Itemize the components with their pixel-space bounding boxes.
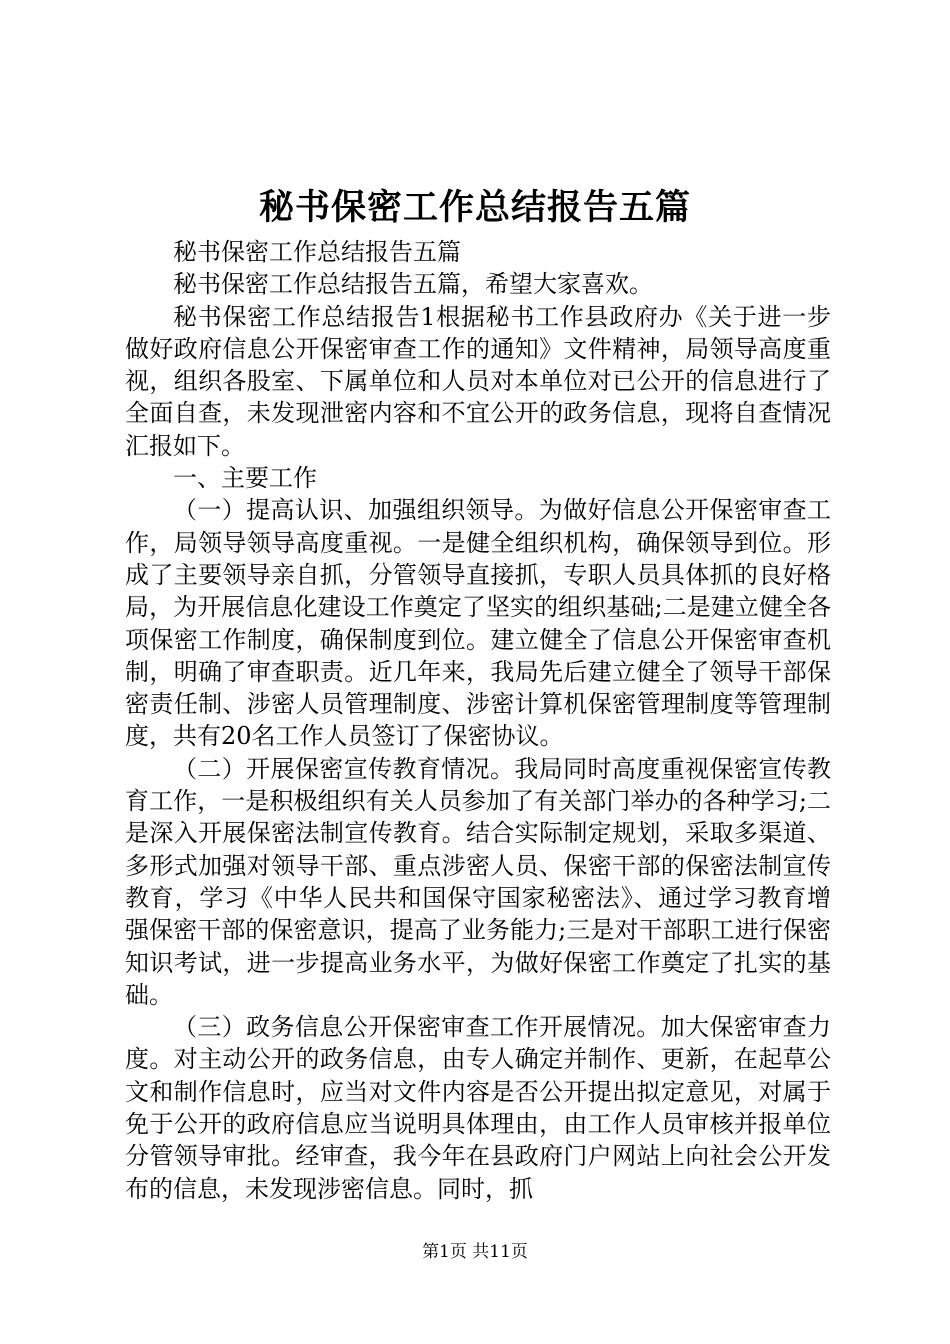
- section-heading-main-work: 一、主要工作: [173, 464, 317, 493]
- paragraph-heading-repeat: 秘书保密工作总结报告五篇: [173, 238, 461, 266]
- paragraph-item-2: （二）开展保密宣传教育情况。我局同时高度重视保密宣传教育工作，一是积极组织有关人员参加了有关部门举办的各种学习;二是深入开展保密法制宣传教育。结合实际制定规划，采取多渠道、多形式加强对领导干部、重点涉密人员、保密干部的保密法制宣传教育，学习《中华人民共和国保守国家秘密法》、通过学习教育增强保密干部的保密意识，提高了业务能力;三是对干部职工进行保密知识考试，进一步提高业务水平，为做好保密工作奠定了扎实的基础。: [125, 754, 831, 1009]
- document-title: 秘书保密工作总结报告五篇: [258, 187, 691, 228]
- paragraph-item-1: （一）提高认识、加强组织领导。为做好信息公开保密审查工作，局领导领导高度重视。一是健全组织机构，确保领导到位。形成了主要领导亲自抓，分管领导直接抓，专职人员具体抓的良好格局，为开展信息化建设工作奠定了坚实的组织基础;二是建立健全各项保密工作制度，确保制度到位。建立健全了信息公开保密审查机制，明确了审查职责。近几年来，我局先后建立健全了领导干部保密责任制、涉密人员管理制度、涉密计算机保密管理制度等管理制度，共有20名工作人员签订了保密协议。: [125, 496, 831, 751]
- paragraph-item-3: （三）政务信息公开保密审查工作开展情况。加大保密审查力度。对主动公开的政务信息，由专人确定并制作、更新，在起草公文和制作信息时，应当对文件内容是否公开提出拟定意见，对属于免于公开的政府信息应当说明具体理由，由工作人员审核并报单位分管领导审批。经审查，我今年在县政府门户网站上向社会公开发布的信息，未发现涉密信息。同时，抓: [125, 1013, 831, 1203]
- paragraph-intro: 秘书保密工作总结报告五篇，希望大家喜欢。: [173, 270, 653, 299]
- page-footer: 第1页 共11页: [422, 1242, 528, 1262]
- paragraph-report-1: 秘书保密工作总结报告1根据秘书工作县政府办《关于进一步做好政府信息公开保密审查工作的通知》文件精神，局领导高度重视，组织各股室、下属单位和人员对本单位对已公开的信息进行了全面自查，未发现泄密内容和不宜公开的政务信息，现将自查情况汇报如下。: [125, 302, 831, 460]
- document-body: [125, 236, 831, 1205]
